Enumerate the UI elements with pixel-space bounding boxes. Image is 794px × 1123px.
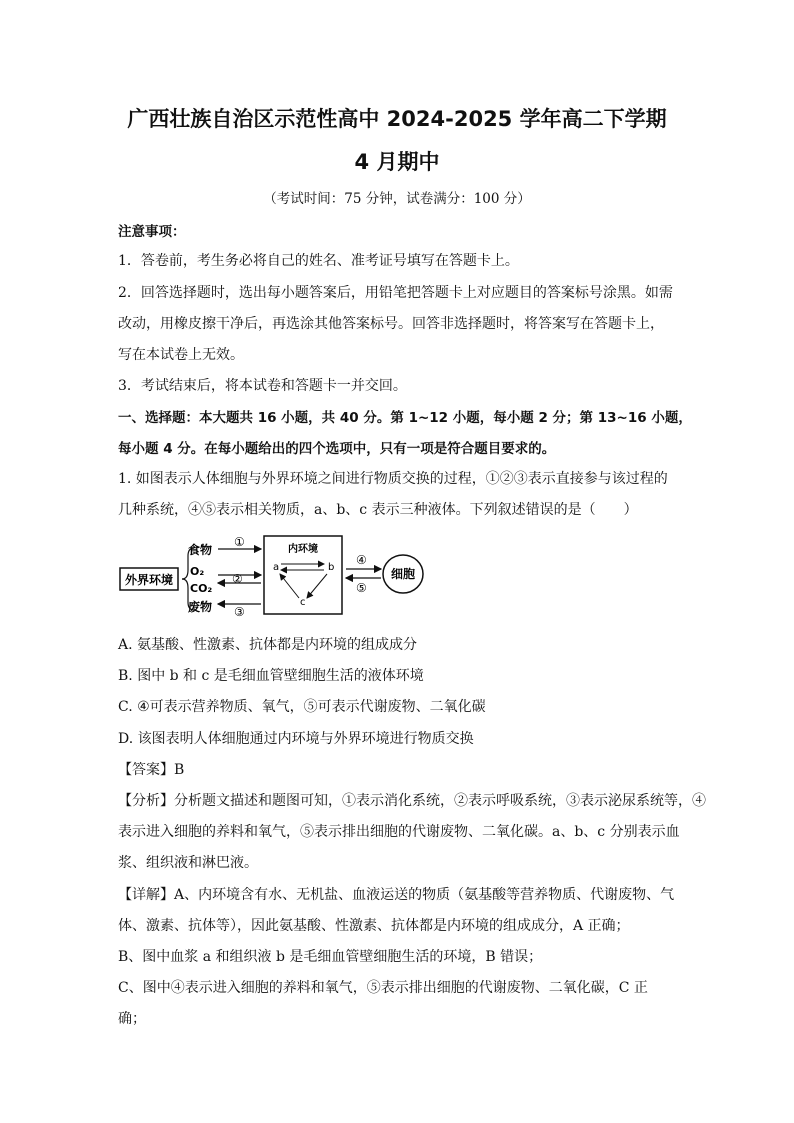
cell-label: 细胞 [390, 567, 416, 581]
food-label: 食物 [188, 543, 213, 557]
option-d: D. 该图表明人体细胞通过内环境与外界环境进行物质交换 [118, 731, 474, 747]
analysis-line: 浆、组织液和淋巴液。 [118, 855, 258, 871]
section-heading: 一、选择题：本大题共 16 小题，共 40 分。第 1~12 小题，每小题 2 分；第 13~16 小题， [118, 410, 692, 426]
analysis-line: 【分析】分析题文描述和题图可知，①表示消化系统，②表示呼吸系统，③表示泌尿系统等，④ [118, 793, 706, 809]
page-subtitle: 4 月期中 [354, 150, 440, 174]
exam-info: （考试时间：75 分钟，试卷满分：100 分） [263, 191, 531, 207]
notes-heading: 注意事项： [118, 224, 186, 240]
note-line: 3．考试结束后，将本试卷和答题卡一并交回。 [118, 378, 407, 394]
circle-5-label: ⑤ [356, 581, 367, 595]
detail-line: B、图中血浆 a 和组织液 b 是毛细血管壁细胞生活的环境，B 错误； [118, 949, 543, 965]
circle-2-label: ② [232, 572, 243, 586]
note-line: 2．回答选择题时，选出每小题答案后，用铅笔把答题卡上对应题目的答案标号涂黑。如需 [118, 285, 673, 301]
co2-label: CO₂ [190, 582, 213, 595]
fluid-a-label: a [273, 562, 280, 573]
exchange-diagram [118, 530, 438, 622]
detail-line: C、图中④表示进入细胞的养料和氧气，⑤表示排出细胞的代谢废物、二氧化碳，C 正 [118, 980, 648, 996]
detail-line: 【详解】A、内环境含有水、无机盐、血液运送的物质（氨基酸等营养物质、代谢废物、气 [118, 887, 675, 903]
circle-3-label: ③ [234, 605, 245, 619]
question-stem: 1. 如图表示人体细胞与外界环境之间进行物质交换的过程，①②③表示直接参与该过程的 [118, 471, 668, 487]
circle-4-label: ④ [356, 553, 367, 567]
inner-env-label: 内环境 [288, 544, 318, 555]
note-line: 改动，用橡皮擦干净后，再选涂其他答案标号。回答非选择题时，将答案写在答题卡上， [118, 316, 664, 332]
o2-label: O₂ [190, 565, 205, 578]
page-title: 广西壮族自治区示范性高中 2024-2025 学年高二下学期 [127, 107, 667, 131]
option-c: C. ④可表示营养物质、氧气，⑤可表示代谢废物、二氧化碳 [118, 699, 486, 715]
option-b: B. 图中 b 和 c 是毛细血管壁细胞生活的液体环境 [118, 668, 424, 684]
fluid-c-label: c [300, 597, 306, 608]
note-line: 1．答卷前，考生务必将自己的姓名、准考证号填写在答题卡上。 [118, 253, 519, 269]
section-heading-cont: 每小题 4 分。在每小题给出的四个选项中，只有一项是符合题目要求的。 [118, 441, 556, 457]
analysis-line: 表示进入细胞的养料和氧气，⑤表示排出细胞的代谢废物、二氧化碳。a、b、c 分别表示血 [118, 824, 680, 840]
waste-label: 废物 [188, 600, 213, 614]
outer-env-label: 外界环境 [124, 573, 174, 587]
detail-line: 确； [118, 1011, 146, 1027]
detail-line: 体、激素、抗体等），因此氨基酸、性激素、抗体都是内环境的组成成分，A 正确； [118, 918, 630, 934]
answer: 【答案】B [118, 762, 185, 778]
option-a: A. 氨基酸、性激素、抗体都是内环境的组成成分 [118, 637, 418, 653]
note-line: 写在本试卷上无效。 [118, 347, 244, 363]
question-stem-cont: 几种系统，④⑤表示相关物质，a、b、c 表示三种液体。下列叙述错误的是（ ） [118, 502, 638, 518]
circle-1-label: ① [234, 535, 245, 549]
fluid-b-label: b [328, 562, 335, 573]
